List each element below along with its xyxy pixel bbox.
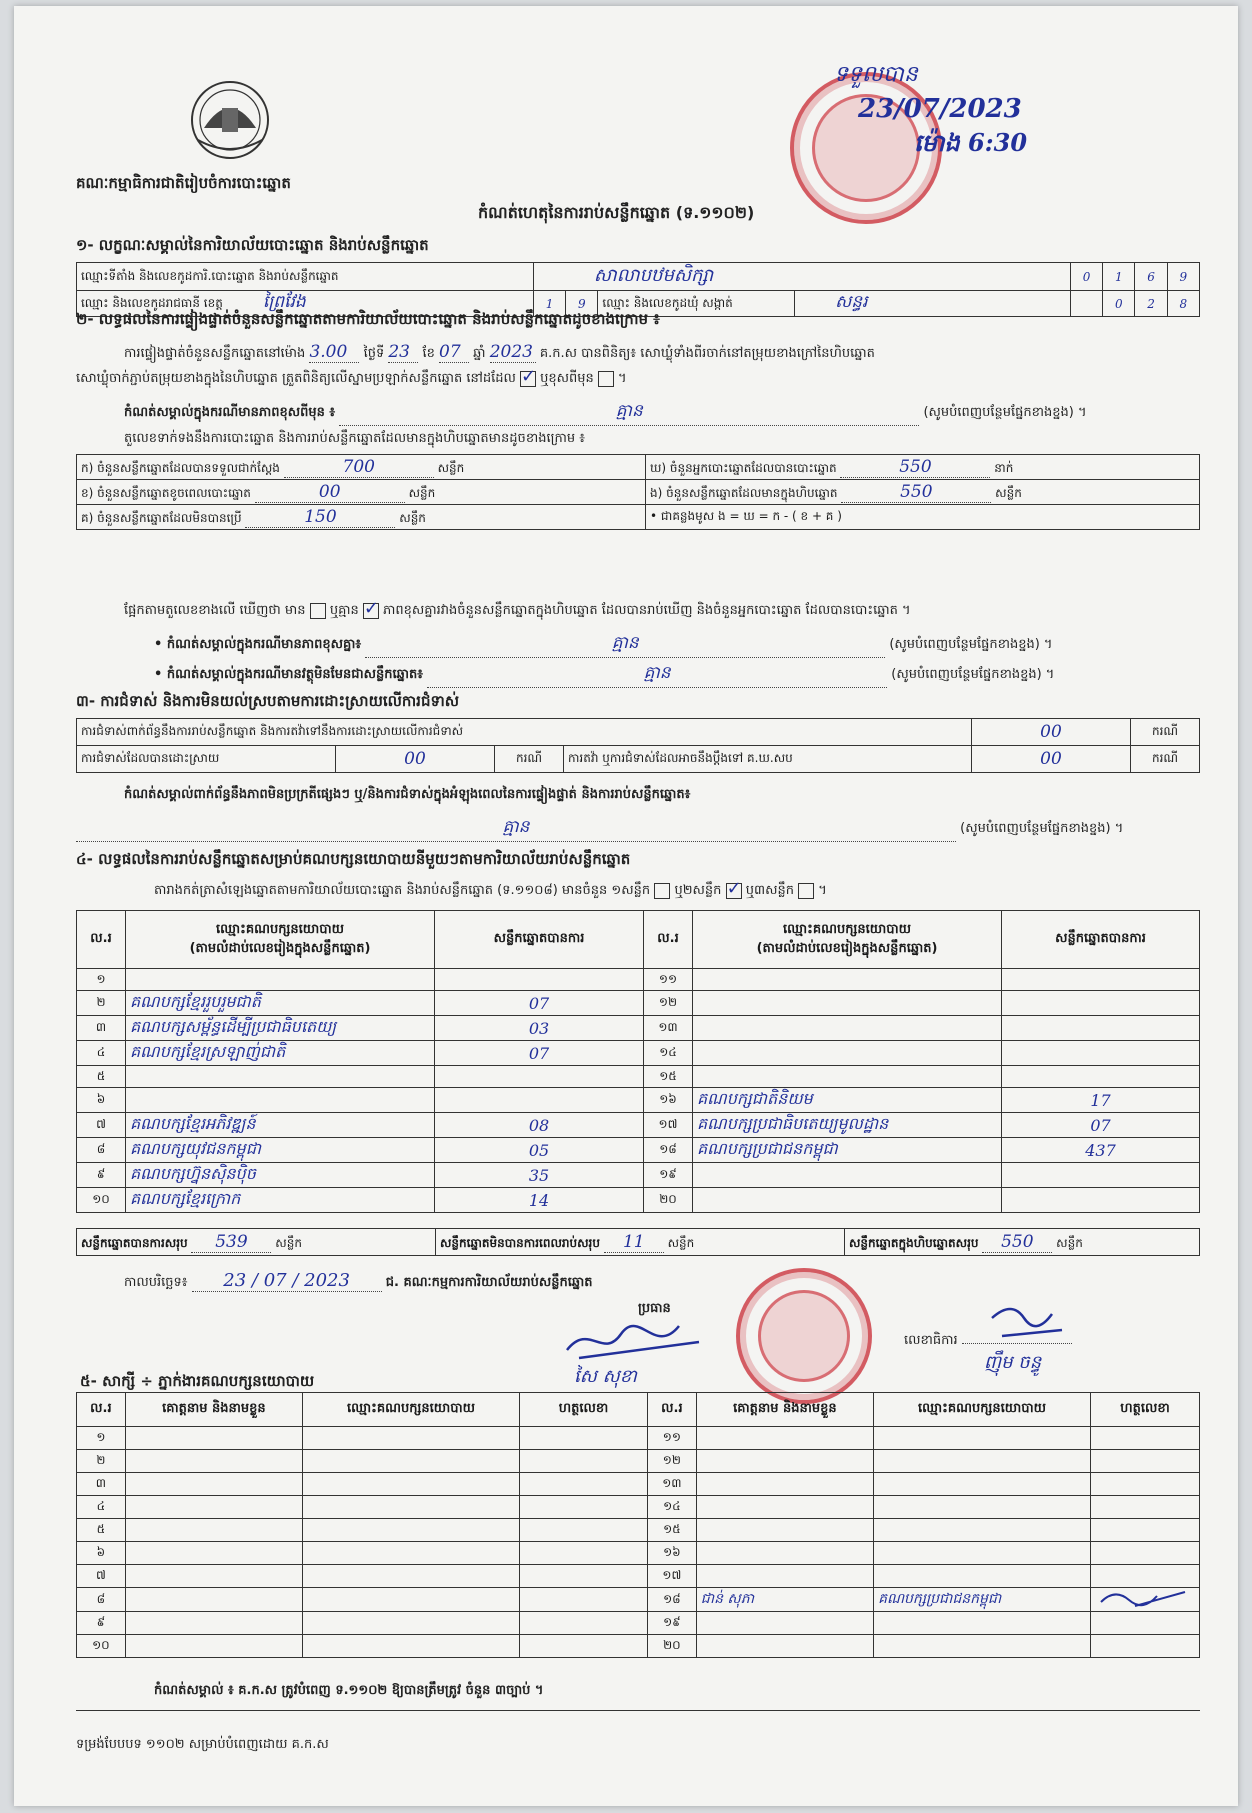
row-no: ២០	[648, 1635, 697, 1658]
figure-kho: ឃ) ចំនួនអ្នកបោះឆ្នោតដែលបានបោះឆ្នោត 550 នាក់	[646, 455, 1200, 480]
witness-party	[303, 1427, 520, 1450]
witness-signature	[519, 1450, 647, 1473]
footer-rule	[76, 1710, 1200, 1711]
table-row	[77, 1041, 1200, 1066]
form-sheet	[14, 6, 1238, 1806]
witness-signature	[1091, 1588, 1200, 1612]
table-row	[77, 1635, 1200, 1658]
discrepancy-yes-checkbox[interactable]	[310, 603, 326, 619]
row-no: ២	[77, 991, 126, 1016]
objection-row2-value: 00	[336, 746, 495, 773]
party-name	[693, 991, 1002, 1016]
row-no: ៣	[77, 1473, 126, 1496]
witness-party	[874, 1473, 1091, 1496]
verify-time-line: ការផ្ទៀងផ្ទាត់ចំនួនសន្លឹកឆ្នោតនៅម៉ោង 3.00 ថ្ងៃទី 23 ខែ 07 ឆ្នាំ 2023 គ.ក.ស បានពិនិត្យ៖ សោឃ្លុំទាំងពីរចាក់នៅតម្រុយខាងក្រៅនៃហិបឆ្នោត	[124, 342, 875, 362]
figures-intro: តួលេខទាក់ទងនឹងការបោះឆ្នោត និងការរាប់សន្លឹកឆ្នោតដែលមានក្នុងហិបឆ្នោតមានដូចខាងក្រោម ៖	[124, 431, 585, 446]
row-no: ១០	[77, 1188, 126, 1213]
witness-signature	[519, 1565, 647, 1588]
commune-code-2: 2	[1135, 291, 1167, 317]
table-row	[77, 1542, 1200, 1565]
witness-signature	[1091, 1473, 1200, 1496]
row-no: ១៣	[644, 1016, 693, 1041]
row-no: ៥	[77, 1066, 126, 1088]
vote-count: 17	[1002, 1088, 1200, 1113]
vote-count	[1002, 991, 1200, 1016]
row-no: ១៩	[648, 1612, 697, 1635]
changed-checkbox[interactable]	[598, 371, 614, 387]
row-no: ១៤	[648, 1496, 697, 1519]
witness-signature	[519, 1612, 647, 1635]
witness-party	[303, 1496, 520, 1519]
vote-count: 437	[1002, 1138, 1200, 1163]
table-row	[77, 1519, 1200, 1542]
committee-stamp	[736, 1268, 872, 1404]
party-name	[693, 1041, 1002, 1066]
commune-code-1: 0	[1103, 291, 1135, 317]
witness-name	[696, 1635, 873, 1658]
witness-party	[303, 1565, 520, 1588]
party-name	[693, 1188, 1002, 1213]
row-no: ១៣	[648, 1473, 697, 1496]
province-label: ឈ្មោះ និងលេខកូដរាជធានី ខេត្ត ព្រៃវែង	[77, 291, 534, 317]
unchanged-checkbox[interactable]	[520, 371, 536, 387]
witness-name	[696, 1450, 873, 1473]
party-name	[693, 1066, 1002, 1088]
witness-name	[696, 1612, 873, 1635]
witness-name	[125, 1427, 302, 1450]
col-party-right: ឈ្មោះគណបក្សនយោបាយ (តាមលំដាប់លេខរៀងក្នុងសន្លឹកឆ្នោត)	[693, 911, 1002, 969]
chair-signature-icon	[559, 1316, 709, 1366]
witness-party	[874, 1635, 1091, 1658]
table-row	[77, 1612, 1200, 1635]
witness-party	[303, 1612, 520, 1635]
three-sheet-checkbox[interactable]	[798, 883, 814, 899]
witness-name	[696, 1496, 873, 1519]
note2-line: • កំណត់សម្គាល់ក្នុងករណីមានភាពខុសគ្នា៖ គ្មាន (សូមបំពេញបន្ថែមផ្នែកខាងខ្នង) ។	[154, 632, 1200, 658]
witness-signature	[1091, 1542, 1200, 1565]
total-box-value: 550	[982, 1232, 1052, 1253]
party-name	[126, 969, 435, 991]
footer-form-ref: ទម្រង់បែបបទ ១១០២ សម្រាប់បំពេញដោយ គ.ក.ស	[76, 1737, 329, 1752]
row-no: ៩	[77, 1163, 126, 1188]
row-no: ៤	[77, 1041, 126, 1066]
vote-count	[1002, 1188, 1200, 1213]
vote-count: 14	[435, 1188, 644, 1213]
verify-year-value: 2023	[490, 342, 536, 363]
table-row	[77, 991, 1200, 1016]
table-row	[77, 1588, 1200, 1612]
row-no: ១៧	[644, 1113, 693, 1138]
total-invalid-value: 11	[604, 1232, 664, 1253]
row-no: ៧	[77, 1113, 126, 1138]
party-name	[126, 1066, 435, 1088]
total-valid-value: 539	[191, 1232, 271, 1253]
footer-note: កំណត់សម្គាល់ ៖ គ.ក.ស ត្រូវបំពេញ ទ.១១០២ ឱ្យបានត្រឹមត្រូវ ចំនួន ៣ច្បាប់ ។	[154, 1683, 544, 1698]
total-invalid: សន្លឹកឆ្នោតមិនបានការពេលរាប់សរុប 11 សន្លឹក	[436, 1229, 845, 1256]
section1-heading: ១- លក្ខណៈសម្គាល់នៃការិយាល័យបោះឆ្នោត និងរាប់សន្លឹកឆ្នោត	[76, 236, 429, 254]
province-code-2: 9	[566, 291, 598, 317]
figure-ko: គ) ចំនួនសន្លឹកឆ្នោតដែលមិនបានប្រើ 150 សន្លឹក	[77, 505, 646, 530]
row-no: ៣	[77, 1016, 126, 1041]
section5-heading: ៥- សាក្សី ÷ ភ្នាក់ងារគណបក្សនយោបាយ	[80, 1372, 315, 1390]
row-no: ១	[77, 969, 126, 991]
section2-heading: ២- លទ្ធផលនៃការផ្ទៀងផ្ទាត់ចំនួនសន្លឹកឆ្នោតតាមការិយាល័យបោះឆ្នោត និងរាប់សន្លឹកឆ្នោតដូចខាងក្រោម ៖	[76, 310, 660, 328]
party-name: គណបក្សខ្មែរស្រឡាញ់ជាតិ	[126, 1041, 435, 1066]
witness-party	[303, 1588, 520, 1612]
col-party: ឈ្មោះគណបក្សនយោបាយ (តាមលំដាប់លេខរៀងក្នុងសន្លឹកឆ្នោត)	[126, 911, 435, 969]
objections-table: ការជំទាស់ពាក់ព័ន្ធនឹងការរាប់សន្លឹកឆ្នោត និងការតវ៉ាទៅនឹងការដោះស្រាយលើការជំទាស់ 00 ករណី ការជំទាស់ដែលបានដោះស្រាយ 00 ករណី ការតវ៉ា ឬការជំទាស់ដែលអាចនឹងប្តឹងទៅ គ.ឃ.សប 00 ករណី	[76, 718, 1200, 773]
witness-name	[125, 1496, 302, 1519]
vote-count	[1002, 1163, 1200, 1188]
discrepancy-no-checkbox[interactable]	[363, 603, 379, 619]
witness-party	[303, 1450, 520, 1473]
witness-party	[303, 1635, 520, 1658]
objection-row2b-value: 00	[972, 746, 1131, 773]
witness-signature	[1091, 1450, 1200, 1473]
witness-signature	[519, 1496, 647, 1519]
table-row	[77, 1138, 1200, 1163]
figure-ngo: ង) ចំនួនសន្លឹកឆ្នោតដែលមានក្នុងហិបឆ្នោត 550 សន្លឹក	[646, 480, 1200, 505]
section4-heading: ៤- លទ្ធផលនៃការរាប់សន្លឹកឆ្នោតសម្រាប់គណបក្សនយោបាយនីមួយៗតាមការិយាល័យរាប់សន្លឹកឆ្នោត	[76, 850, 631, 868]
party-name: គណបក្សហ្វ៊ុនស៊ិនប៉ិច	[126, 1163, 435, 1188]
table-row	[77, 1113, 1200, 1138]
row-no: ១១	[648, 1427, 697, 1450]
col-no-right: ល.រ	[644, 911, 693, 969]
witness-name	[125, 1542, 302, 1565]
on-behalf: ជ. គណៈកម្មការការិយាល័យរាប់សន្លឹកឆ្នោត	[385, 1275, 593, 1290]
witness-name	[125, 1612, 302, 1635]
section3-note-label: កំណត់សម្គាល់ពាក់ព័ន្ធនឹងភាពមិនប្រក្រតីផ្សេងៗ ឬ/និងការជំទាស់ក្នុងអំឡុងពេលនៃការផ្ទៀងផ្ទាត់ និងការរាប់សន្លឹកឆ្នោត៖	[124, 787, 691, 802]
witness-table: ល.រ គោត្តនាម និងនាមខ្លួន ឈ្មោះគណបក្សនយោបាយ ហត្ថលេខា ល.រ គោត្តនាម និងនាមខ្លួន ឈ្មោះគណបក្សនយោបាយ ហត្ថលេខា ១ ១១ ២ ១២ ៣ ១៣ ៤ ១៤ ៥ ១៥ ៦ ១៦ ៧ ១៧ ៨ ១៨ ជាន់ សុភា គណបក្សប្រជាជនកម្ពុជា ៩ ១៩ ១០ ២០	[76, 1392, 1200, 1658]
figure-ka: ក) ចំនួនសន្លឹកឆ្នោតដែលបានទទួលជាក់ស្តែង 700 សន្លឹក	[77, 455, 646, 480]
vote-count	[1002, 1016, 1200, 1041]
results-totals	[76, 1228, 1200, 1256]
section3-heading: ៣- ការជំទាស់ និងការមិនយល់ស្របតាមការដោះស្រាយលើការជំទាស់	[76, 692, 460, 710]
location-code-1: 0	[1070, 263, 1102, 291]
formula: • ជាគន្លងមូស ង = ឃ = ក - ( ខ + គ )	[646, 505, 1200, 530]
vote-count	[435, 1088, 644, 1113]
row-no: ១៥	[644, 1066, 693, 1088]
total-valid: សន្លឹកឆ្នោតបានការសរុប 539 សន្លឹក	[77, 1229, 436, 1256]
table-row	[77, 1016, 1200, 1041]
nec-emblem-icon	[184, 78, 276, 162]
witness-party: គណបក្សប្រជាជនកម្ពុជា	[874, 1588, 1091, 1612]
party-name	[693, 1016, 1002, 1041]
witness-signature	[1091, 1612, 1200, 1635]
party-name: គណបក្សខ្មែររួបរួមជាតិ	[126, 991, 435, 1016]
witness-name	[696, 1542, 873, 1565]
witness-name	[125, 1588, 302, 1612]
party-name	[126, 1088, 435, 1113]
party-name: គណបក្សយុវជនកម្ពុជា	[126, 1138, 435, 1163]
figure-ko-value: 150	[245, 507, 395, 528]
vote-count: 07	[435, 1041, 644, 1066]
figure-kha: ខ) ចំនួនសន្លឹកឆ្នោតខូចពេលបោះឆ្នោត 00 សន្លឹក	[77, 480, 646, 505]
witness-party	[874, 1565, 1091, 1588]
secretary-name: ញ៉ឹម ចន្ធូ	[984, 1352, 1042, 1373]
commune-code-3: 8	[1167, 291, 1199, 317]
chair-name: សៃ សុខា	[574, 1366, 637, 1387]
verify-day-value: 23	[388, 342, 418, 363]
party-name	[693, 969, 1002, 991]
witness-name	[696, 1473, 873, 1496]
table-row	[77, 1188, 1200, 1213]
commune-label: ឈ្មោះ និងលេខកូដឃុំ សង្កាត់	[598, 291, 795, 317]
note2-value: គ្មាន	[365, 632, 885, 658]
section4-intro: តារាងកត់ត្រាសំឡេងឆ្នោតតាមការិយាល័យបោះឆ្នោត និងរាប់សន្លឹកឆ្នោត (ទ.១១០៨) មានចំនួន ១សន្លឹក ឬ២សន្លឹក ✓ ឬ៣សន្លឹក ។	[154, 882, 827, 901]
results-table	[76, 910, 1200, 1213]
row-no: ១៧	[648, 1565, 697, 1588]
vote-count	[1002, 1066, 1200, 1088]
witness-signature	[1091, 1519, 1200, 1542]
witness-party	[874, 1542, 1091, 1565]
chair-label: ប្រធាន	[638, 1301, 671, 1316]
party-name: គណបក្សសម្ព័ន្ធដើម្បីប្រជាធិបតេយ្យ	[126, 1016, 435, 1041]
discrepancy-line: ផ្អែកតាមតួលេខខាងលើ ឃើញថា មាន ឬគ្មាន ✓ ភាពខុសគ្នារវាងចំនួនសន្លឹកឆ្នោតក្នុងហិបឆ្នោត ដែលបានរាប់ឃើញ និងចំនួនអ្នកបោះឆ្នោត ដែលបានបោះឆ្នោត ។	[124, 602, 911, 621]
party-name: គណបក្សប្រជាជនកម្ពុជា	[693, 1138, 1002, 1163]
witness-party	[874, 1519, 1091, 1542]
row-no: ១១	[644, 969, 693, 991]
witness-party	[874, 1612, 1091, 1635]
table-row	[77, 1163, 1200, 1188]
vote-count	[1002, 969, 1200, 991]
party-name: គណបក្សខ្មែរក្រោក	[126, 1188, 435, 1213]
col-votes-right: សន្លឹកឆ្នោតបានការ	[1002, 911, 1200, 969]
witness-name	[696, 1565, 873, 1588]
witness-signature	[1091, 1635, 1200, 1658]
vote-count: 03	[435, 1016, 644, 1041]
objection-row2-label: ការជំទាស់ដែលបានដោះស្រាយ	[77, 746, 336, 773]
secretary-signature-icon	[982, 1300, 1072, 1340]
row-no: ៥	[77, 1519, 126, 1542]
row-no: ១៦	[648, 1542, 697, 1565]
witness-party	[874, 1427, 1091, 1450]
witness-party	[303, 1519, 520, 1542]
seal-check-line: សោឃ្លុំចាក់ភ្ជាប់តម្រុយខាងក្នុងនៃហិបឆ្នោត ត្រួតពិនិត្យលើស្នាមប្រឡាក់សន្លឹកឆ្នោត នៅដដែល ✓ ឬខុសពីមុន ។	[76, 370, 627, 389]
table-row	[77, 1450, 1200, 1473]
province-value: ព្រៃវែង	[262, 292, 306, 312]
witness-signature	[519, 1635, 647, 1658]
witness-signature	[519, 1427, 647, 1450]
witness-signature	[519, 1519, 647, 1542]
secretary-label: លេខាធិការ	[904, 1332, 1072, 1351]
witness-signature-icon	[1095, 1588, 1195, 1608]
objection-row1-value: 00	[972, 719, 1131, 746]
witness-signature	[1091, 1496, 1200, 1519]
witness-name	[125, 1450, 302, 1473]
party-name: គណបក្សខ្មែរអភិវឌ្ឍន៍	[126, 1113, 435, 1138]
location-label: ឈ្មោះទីតាំង និងលេខកូដការិ.បោះឆ្នោត និងរាប់សន្លឹកឆ្នោត	[77, 263, 534, 291]
witness-name	[696, 1427, 873, 1450]
row-no: ១៤	[644, 1041, 693, 1066]
signoff-date-line: កាលបរិច្ឆេទ៖ 23 / 07 / 2023 ជ. គណៈកម្មការការិយាល័យរាប់សន្លឹកឆ្នោត	[124, 1270, 593, 1291]
witness-party	[303, 1542, 520, 1565]
witness-signature	[519, 1473, 647, 1496]
col-no: ល.រ	[77, 911, 126, 969]
received-date: 23/07/2023	[858, 94, 1022, 124]
table-row	[77, 1565, 1200, 1588]
row-no: ១៥	[648, 1519, 697, 1542]
row-no: ៨	[77, 1138, 126, 1163]
row-no: ១	[77, 1427, 126, 1450]
verify-time-value: 3.00	[309, 342, 359, 363]
row-no: ២	[77, 1450, 126, 1473]
witness-name	[125, 1565, 302, 1588]
vote-count	[435, 1066, 644, 1088]
row-no: ១៩	[644, 1163, 693, 1188]
row-no: ២០	[644, 1188, 693, 1213]
row-no: ៩	[77, 1612, 126, 1635]
witness-party	[874, 1450, 1091, 1473]
table-row	[77, 1088, 1200, 1113]
location-code-3: 6	[1135, 263, 1167, 291]
vote-count	[1002, 1041, 1200, 1066]
col-votes: សន្លឹកឆ្នោតបានការ	[435, 911, 644, 969]
witness-name: ជាន់ សុភា	[696, 1588, 873, 1612]
received-mark: ទទួលបាន	[834, 62, 918, 87]
section3-note-line: គ្មាន (សូមបំពេញបន្ថែមផ្នែកខាងខ្នង) ។	[76, 816, 1200, 842]
signoff-date-value: 23 / 07 / 2023	[192, 1270, 382, 1292]
vote-count: 07	[435, 991, 644, 1016]
province-code-1: 1	[533, 291, 565, 317]
vote-count: 05	[435, 1138, 644, 1163]
witness-signature	[519, 1542, 647, 1565]
vote-count	[435, 969, 644, 991]
witness-name	[125, 1519, 302, 1542]
party-name: គណបក្សជាតិនិយម	[693, 1088, 1002, 1113]
table-row	[77, 1427, 1200, 1450]
section3-note-value: គ្មាន	[76, 816, 956, 842]
table-row	[77, 969, 1200, 991]
table-row	[77, 1066, 1200, 1088]
witness-name	[696, 1519, 873, 1542]
location-code-4: 9	[1167, 263, 1199, 291]
table-row	[77, 1496, 1200, 1519]
witness-name	[125, 1635, 302, 1658]
party-name	[693, 1163, 1002, 1188]
vote-count: 07	[1002, 1113, 1200, 1138]
table-row	[77, 1473, 1200, 1496]
row-no: ១២	[648, 1450, 697, 1473]
section1-table	[76, 262, 1200, 317]
commune-value: សន្ធរ	[795, 291, 1071, 317]
note1-value: គ្មាន	[339, 400, 919, 426]
figure-ngo-value: 550	[841, 482, 991, 503]
row-no: ៧	[77, 1565, 126, 1588]
note3-value: គ្មាន	[427, 662, 887, 688]
witness-signature	[1091, 1427, 1200, 1450]
note3-line: • កំណត់សម្គាល់ក្នុងករណីមានវត្ថុមិនមែនជាសន្លឹកឆ្នោត៖ គ្មាន (សូមបំពេញបន្ថែមផ្នែកខាងខ្នង) ។	[154, 662, 1200, 688]
party-name: គណបក្សប្រជាធិបតេយ្យមូលដ្ឋាន	[693, 1113, 1002, 1138]
form-title: កំណត់ហេតុនៃការរាប់សន្លឹកឆ្នោត (ទ.១១០២)	[478, 203, 755, 222]
row-no: ៤	[77, 1496, 126, 1519]
note1-line: កំណត់សម្គាល់ក្នុងករណីមានភាពខុសពីមុន ៖ គ្មាន (សូមបំពេញបន្ថែមផ្នែកខាងខ្នង) ។	[124, 400, 1200, 426]
org-line: គណៈកម្មាធិការជាតិរៀបចំការបោះឆ្នោត	[76, 174, 291, 192]
row-no: ៦	[77, 1088, 126, 1113]
two-sheet-checkbox[interactable]	[726, 883, 742, 899]
location-code-2: 1	[1103, 263, 1135, 291]
verify-month-value: 07	[439, 342, 469, 363]
one-sheet-checkbox[interactable]	[654, 883, 670, 899]
location-value: សាលាបឋមសិក្សា	[533, 263, 1070, 291]
row-no: ១៨	[648, 1588, 697, 1612]
objection-row1-label: ការជំទាស់ពាក់ព័ន្ធនឹងការរាប់សន្លឹកឆ្នោត និងការតវ៉ាទៅនឹងការដោះស្រាយលើការជំទាស់	[77, 719, 972, 746]
row-no: ១២	[644, 991, 693, 1016]
row-no: ១៨	[644, 1138, 693, 1163]
witness-party	[874, 1496, 1091, 1519]
row-no: ១៦	[644, 1088, 693, 1113]
figure-kho-value: 550	[840, 457, 990, 478]
figure-ka-value: 700	[284, 457, 434, 478]
figure-kha-value: 00	[255, 482, 405, 503]
objection-row2b-label: ការតវ៉ា ឬការជំទាស់ដែលអាចនឹងប្តឹងទៅ គ.ឃ.សប	[564, 746, 972, 773]
row-no: ៦	[77, 1542, 126, 1565]
total-box: សន្លឹកឆ្នោតក្នុងហិបឆ្នោតសរុប 550 សន្លឹក	[845, 1229, 1200, 1256]
figures-table	[76, 454, 1200, 530]
witness-party	[303, 1473, 520, 1496]
witness-name	[125, 1473, 302, 1496]
witness-signature	[519, 1588, 647, 1612]
received-time: ម៉ោង 6:30	[914, 128, 1028, 157]
row-no: ៨	[77, 1588, 126, 1612]
row-no: ១០	[77, 1635, 126, 1658]
vote-count: 35	[435, 1163, 644, 1188]
vote-count: 08	[435, 1113, 644, 1138]
witness-signature	[1091, 1565, 1200, 1588]
